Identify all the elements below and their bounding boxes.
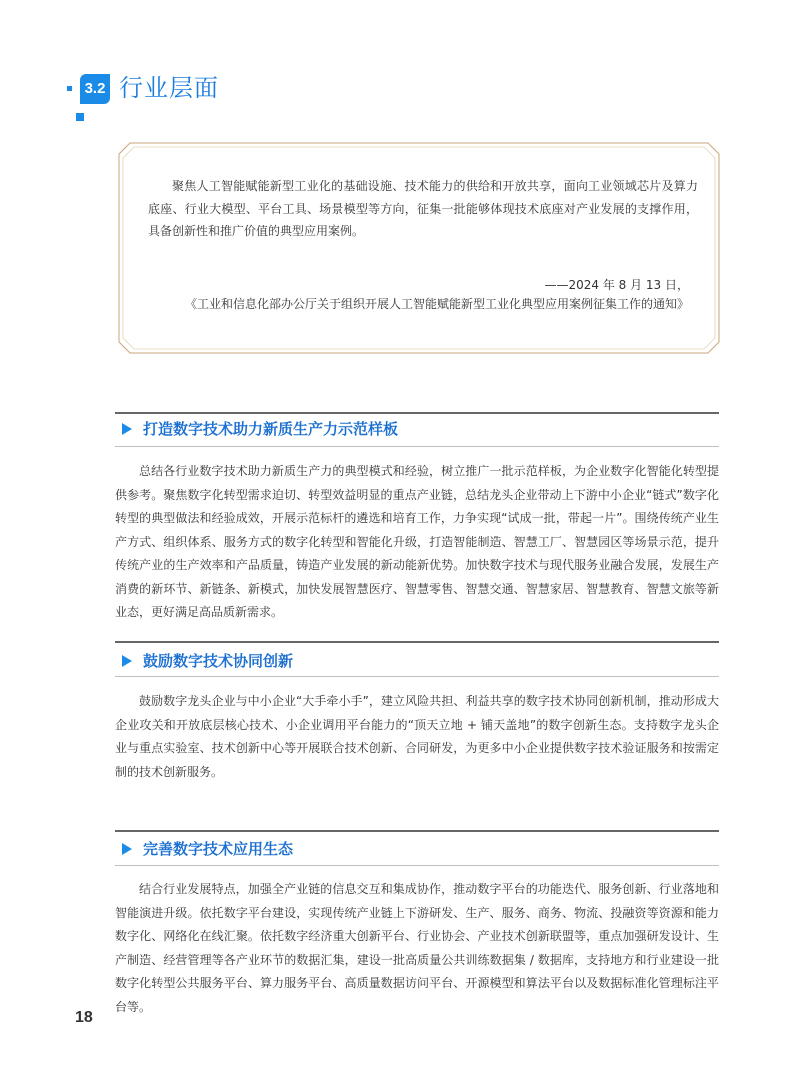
- subsection-title: 鼓励数字技术协同创新: [143, 652, 294, 670]
- subsection-body: 鼓励数字龙头企业与中小企业“大手牵小手”，建立风险共担、利益共享的数字技术协同创新机制，推动形成大企业攻关和开放底层核心技术、小企业调用平台能力的“顶天立地 + 铺天盖地”的数字创新生态。支持数字龙头企业与重点实验室、技术创新中心等开展联合技术创新、合同研发，为更多中小企业提供数字技术验证服务和按需定制的技术创新服务。: [115, 694, 719, 779]
- quote-text: 聚焦人工智能赋能新型工业化的基础设施、技术能力的供给和开放共享，面向工业领域芯片及算力底座、行业大模型、平台工具、场景模型等方向，征集一批能够体现技术底座对产业发展的支撑作用，具备创新性和推广价值的典型应用案例。: [148, 179, 698, 238]
- quote-source: 《工业和信息化部办公厅关于组织开展人工智能赋能新型工业化典型应用案例征集工作的通知》: [184, 297, 689, 311]
- section-number-badge: 3.2: [80, 74, 110, 104]
- quote-frame: [118, 142, 720, 354]
- triangle-bullet-icon: [122, 655, 132, 667]
- subsection-divider-top: [115, 412, 719, 414]
- subsection-title: 打造数字技术助力新质生产力示范样板: [143, 420, 399, 438]
- page-number: 18: [75, 1009, 93, 1026]
- quote-date: ——2024 年 8 月 13 日，: [544, 278, 689, 292]
- triangle-bullet-icon: [122, 423, 132, 435]
- subsection-divider-top: [115, 830, 719, 832]
- section-title: 行业层面: [119, 74, 219, 102]
- decorative-square: [76, 113, 84, 121]
- subsection-divider-bottom: [115, 446, 719, 447]
- subsection-body: 总结各行业数字技术助力新质生产力的典型模式和经验，树立推广一批示范样板，为企业数字化智能化转型提供参考。聚焦数字化转型需求迫切、转型效益明显的重点产业链，总结龙头企业带动上下游中小企业“链式”数字化转型的典型做法和经验成效，开展示范标杆的遴选和培育工作，力争实现“试成一批，带起一片”。围绕传统产业生产方式、组织体系、服务方式的数字化转型和智能化升级，打造智能制造、智慧工厂、智慧园区等场景示范，提升传统产业的生产效率和产品质量，铸造产业发展的新动能新优势。加快数字技术与现代服务业融合发展，发展生产消费的新环节、新链条、新模式，加快发展智慧医疗、智慧零售、智慧交通、智慧家居、智慧教育、智慧文旅等新业态，更好满足高品质新需求。: [115, 464, 719, 619]
- subsection-divider-bottom: [115, 676, 719, 677]
- subsection-title: 完善数字技术应用生态: [143, 840, 294, 858]
- decorative-square-small: [67, 86, 72, 91]
- triangle-bullet-icon: [122, 843, 132, 855]
- subsection-divider-top: [115, 641, 719, 643]
- subsection-body: 结合行业发展特点，加强全产业链的信息交互和集成协作，推动数字平台的功能迭代、服务创新、行业落地和智能演进升级。依托数字平台建设，实现传统产业链上下游研发、生产、服务、商务、物流、投融资等资源和能力数字化、网络化在线汇聚。依托数字经济重大创新平台、行业协会、产业技术创新联盟等，重点加强研发设计、生产制造、经营管理等各产业环节的数据汇集，建设一批高质量公共训练数据集 / 数据库，支持地方和行业建设一批数字化转型公共服务平台、算力服务平台、高质量数据访问平台、开源模型和算法平台以及数据标准化管理标注平台等。: [115, 882, 719, 1014]
- subsection-divider-bottom: [115, 865, 719, 866]
